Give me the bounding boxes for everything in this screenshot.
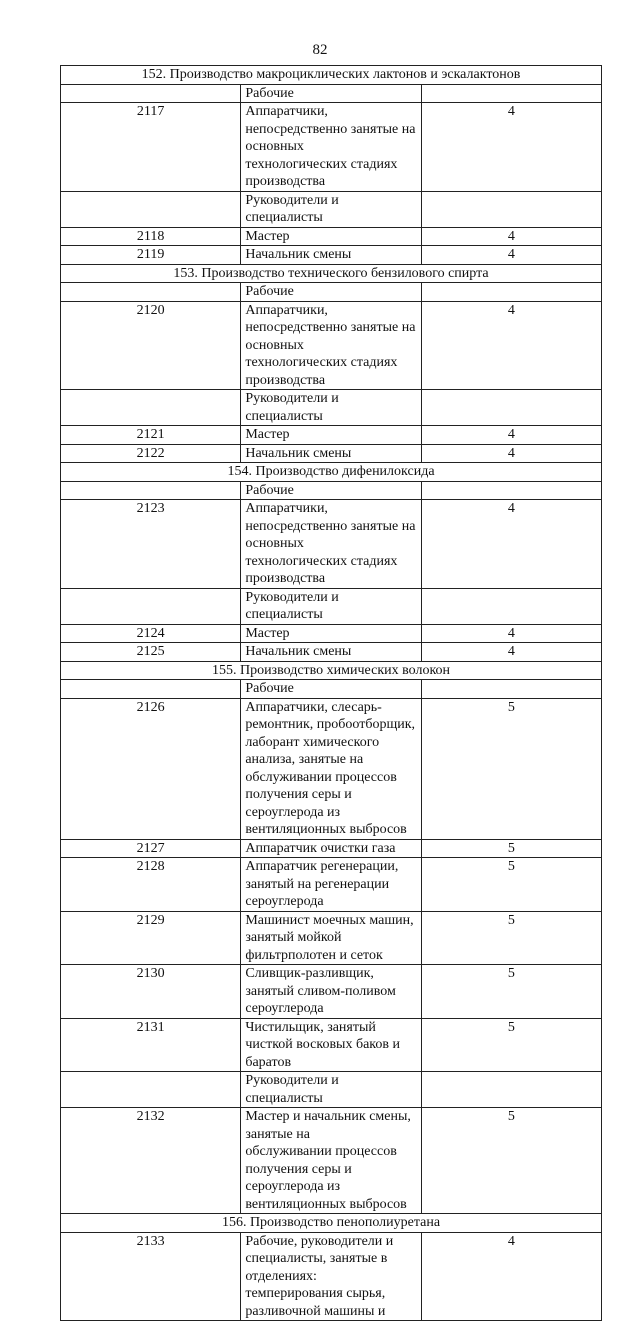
item-code: 2125 — [61, 643, 241, 662]
value-cell: 5 — [421, 1018, 601, 1072]
item-code: 2128 — [61, 858, 241, 912]
empty-value-cell — [421, 283, 601, 302]
group-heading: Рабочие — [241, 84, 421, 103]
occupation-name: Начальник смены — [241, 643, 421, 662]
empty-value-cell — [421, 481, 601, 500]
page-number: 82 — [312, 42, 328, 58]
group-heading: Рабочие — [241, 680, 421, 699]
table-row — [61, 227, 602, 246]
occupation-name: Мастер — [241, 426, 421, 445]
empty-code-cell — [61, 481, 241, 500]
occupation-name: Аппаратчик регенерации, занятый на регенерации сероуглерода — [241, 858, 421, 912]
table-row — [61, 246, 602, 265]
item-code: 2127 — [61, 839, 241, 858]
group-heading: Рабочие — [241, 283, 421, 302]
section-heading: 152. Производство макроциклических лактонов и эскалактонов — [61, 66, 602, 85]
empty-value-cell — [421, 1072, 601, 1108]
item-code: 2133 — [61, 1232, 241, 1321]
section-heading: 155. Производство химических волокон — [61, 661, 602, 680]
empty-code-cell — [61, 390, 241, 426]
empty-value-cell — [421, 191, 601, 227]
group-heading-row — [61, 588, 602, 624]
occupation-name: Аппаратчики, непосредственно занятые на основных технологических стадиях производства — [241, 301, 421, 390]
table-row — [61, 698, 602, 839]
table-row — [61, 426, 602, 445]
group-heading: Руководители и специалисты — [241, 191, 421, 227]
group-heading-row — [61, 283, 602, 302]
occupation-name: Аппаратчик очистки газа — [241, 839, 421, 858]
table-row — [61, 1108, 602, 1214]
item-code: 2131 — [61, 1018, 241, 1072]
value-cell: 4 — [421, 426, 601, 445]
item-code: 2129 — [61, 911, 241, 965]
item-code: 2132 — [61, 1108, 241, 1214]
table-row — [61, 500, 602, 589]
occupation-name: Чистильщик, занятый чисткой восковых баков и баратов — [241, 1018, 421, 1072]
occupation-name: Начальник смены — [241, 444, 421, 463]
item-code: 2118 — [61, 227, 241, 246]
section-heading-row — [61, 1214, 602, 1233]
value-cell: 4 — [421, 103, 601, 192]
item-code: 2121 — [61, 426, 241, 445]
occupation-name: Сливщик-разливщик, занятый сливом-поливом сероуглерода — [241, 965, 421, 1019]
group-heading-row — [61, 481, 602, 500]
group-heading-row — [61, 1072, 602, 1108]
occupation-name: Рабочие, руководители и специалисты, занятые в отделениях: темперирования сырья, разливочной машины и — [241, 1232, 421, 1321]
section-heading-row — [61, 66, 602, 85]
value-cell: 4 — [421, 301, 601, 390]
value-cell: 5 — [421, 839, 601, 858]
occupation-name: Машинист моечных машин, занятый мойкой фильтрполотен и сеток — [241, 911, 421, 965]
item-code: 2122 — [61, 444, 241, 463]
value-cell: 5 — [421, 1108, 601, 1214]
section-heading-row — [61, 661, 602, 680]
item-code: 2130 — [61, 965, 241, 1019]
empty-value-cell — [421, 390, 601, 426]
value-cell: 4 — [421, 624, 601, 643]
group-heading: Руководители и специалисты — [241, 1072, 421, 1108]
value-cell: 5 — [421, 698, 601, 839]
occupation-name: Мастер — [241, 227, 421, 246]
table-row — [61, 1018, 602, 1072]
table-row — [61, 858, 602, 912]
section-heading: 154. Производство дифенилоксида — [61, 463, 602, 482]
group-heading: Руководители и специалисты — [241, 390, 421, 426]
empty-code-cell — [61, 588, 241, 624]
table-row — [61, 444, 602, 463]
occupation-name: Мастер и начальник смены, занятые на обслуживании процессов получения серы и сероуглерода из вентиляционных выбросов — [241, 1108, 421, 1214]
occupations-table — [60, 65, 602, 1321]
value-cell: 4 — [421, 500, 601, 589]
item-code: 2120 — [61, 301, 241, 390]
empty-code-cell — [61, 84, 241, 103]
group-heading: Рабочие — [241, 481, 421, 500]
table-row — [61, 643, 602, 662]
table-row — [61, 624, 602, 643]
group-heading-row — [61, 680, 602, 699]
value-cell: 4 — [421, 444, 601, 463]
value-cell: 5 — [421, 965, 601, 1019]
occupation-name: Аппаратчики, непосредственно занятые на основных технологических стадиях производства — [241, 103, 421, 192]
empty-code-cell — [61, 283, 241, 302]
item-code: 2124 — [61, 624, 241, 643]
table-row — [61, 103, 602, 192]
group-heading-row — [61, 84, 602, 103]
item-code: 2119 — [61, 246, 241, 265]
group-heading-row — [61, 390, 602, 426]
empty-code-cell — [61, 680, 241, 699]
section-heading: 153. Производство технического бензилового спирта — [61, 264, 602, 283]
table-row — [61, 965, 602, 1019]
occupation-name: Начальник смены — [241, 246, 421, 265]
item-code: 2126 — [61, 698, 241, 839]
value-cell: 4 — [421, 246, 601, 265]
occupation-name: Аппаратчики, слесарь-ремонтник, пробоотборщик, лаборант химического анализа, занятые на обслуживании процессов получения серы и сероуглерода из вентиляционных выбросов — [241, 698, 421, 839]
value-cell: 4 — [421, 1232, 601, 1321]
table-row — [61, 839, 602, 858]
occupation-name: Аппаратчики, непосредственно занятые на основных технологических стадиях производства — [241, 500, 421, 589]
value-cell: 5 — [421, 911, 601, 965]
empty-code-cell — [61, 191, 241, 227]
empty-code-cell — [61, 1072, 241, 1108]
empty-value-cell — [421, 84, 601, 103]
table-body — [61, 66, 602, 1321]
item-code: 2123 — [61, 500, 241, 589]
empty-value-cell — [421, 588, 601, 624]
value-cell: 5 — [421, 858, 601, 912]
table-row — [61, 1232, 602, 1321]
section-heading: 156. Производство пенополиуретана — [61, 1214, 602, 1233]
item-code: 2117 — [61, 103, 241, 192]
section-heading-row — [61, 264, 602, 283]
value-cell: 4 — [421, 643, 601, 662]
table-row — [61, 911, 602, 965]
section-heading-row — [61, 463, 602, 482]
occupation-name: Мастер — [241, 624, 421, 643]
value-cell: 4 — [421, 227, 601, 246]
group-heading-row — [61, 191, 602, 227]
group-heading: Руководители и специалисты — [241, 588, 421, 624]
table-row — [61, 301, 602, 390]
empty-value-cell — [421, 680, 601, 699]
